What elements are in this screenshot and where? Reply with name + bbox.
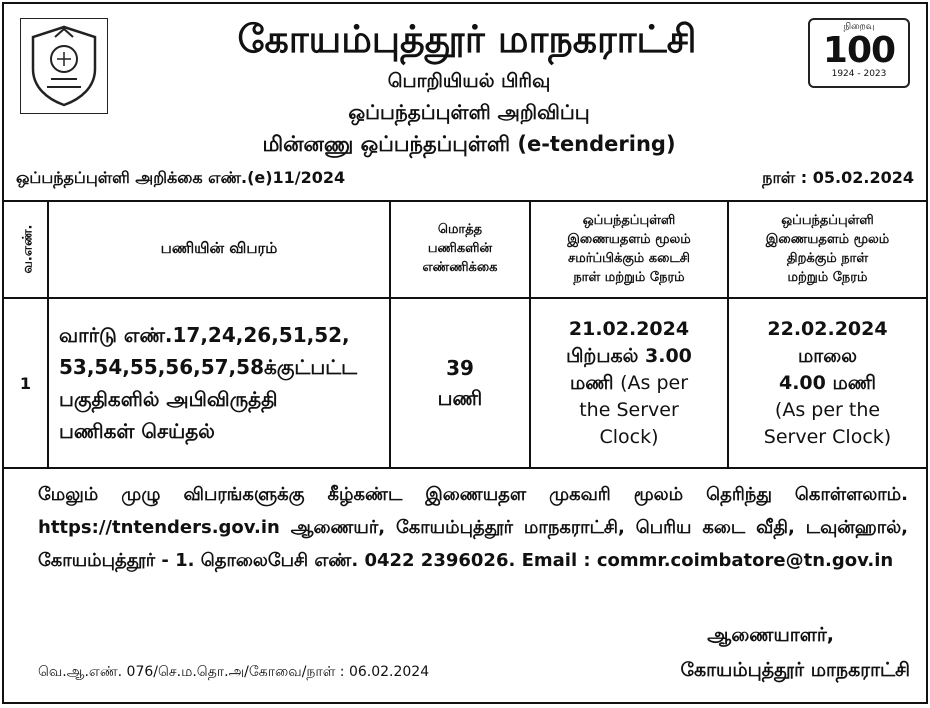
col-header-sno: வ.எண். xyxy=(4,200,48,298)
col-header-opening: ஒப்பந்தப்புள்ளி இணையதளம் மூலம் திறக்கும் நாள் மற்றும் நேரம் xyxy=(728,200,926,298)
col-header-submission: ஒப்பந்தப்புள்ளி இணையதளம் மூலம் சமர்ப்பிக்கும் கடைசி நாள் மற்றும் நேரம் xyxy=(530,200,728,298)
reference-line xyxy=(16,168,914,189)
col-header-description: பணியின் விபரம் xyxy=(48,200,390,298)
centenary-badge xyxy=(808,18,910,88)
table-header-row xyxy=(4,200,926,298)
emblem-icon xyxy=(25,23,103,109)
row-sno: 1 xyxy=(4,298,48,468)
tender-notice xyxy=(2,2,928,704)
corporation-emblem xyxy=(20,18,108,114)
row-count: 39 பணி xyxy=(390,298,530,468)
notice-date: நாள் : 05.02.2024 xyxy=(762,168,914,187)
row-description: வார்டு எண்.17,24,26,51,52, 53,54,55,56,57,58க்குட்பட்ட பகுதிகளில் அபிவிருத்தி பணிகள் செய்தல் xyxy=(48,298,390,468)
row-submission-deadline: 21.02.2024 பிற்பகல் 3.00 மணி (As per the Server Clock) xyxy=(530,298,728,468)
notice-body: மேலும் முழு விபரங்களுக்கு கீழ்கண்ட இணையதள முகவரி மூலம் தெரிந்து கொள்ளலாம். https://tntenders.gov.in ஆணையர், கோயம்புத்தூர் மாநகராட்சி, பெரிய கடை வீதி, டவுன்ஹால், கோயம்புத்தூர் - 1. தொலைபேசி எண். 0422 2396026. Email : commr.coimbatore@tn.gov.in xyxy=(38,484,908,571)
badge-top-text: நிறைவு xyxy=(843,22,875,32)
reference-number: ஒப்பந்தப்புள்ளி அறிக்கை எண்.(e)11/2024 xyxy=(16,168,346,187)
col-header-count: மொத்த பணிகளின் எண்ணிக்கை xyxy=(390,200,530,298)
tender-table xyxy=(4,200,926,469)
department-name: பொறியியல் பிரிவு xyxy=(387,70,551,92)
footer-reference: வெ.ஆ.எண். 076/செ.ம.தொ.அ/கோவை/நாள் : 06.02.2024 xyxy=(38,664,430,680)
signoff-organization: கோயம்புத்தூர் மாநகராட்சி xyxy=(680,659,910,681)
table-row xyxy=(4,298,926,468)
notice-type: ஒப்பந்தப்புள்ளி அறிவிப்பு xyxy=(348,100,590,124)
badge-years: 1924 - 2023 xyxy=(831,69,887,79)
page-title: கோயம்புத்தூர் மாநகராட்சி xyxy=(237,17,697,61)
row-opening-date: 22.02.2024 மாலை 4.00 மணி (As per the Server Clock) xyxy=(728,298,926,468)
signoff-title: ஆணையாளர், xyxy=(707,624,834,646)
tender-type: மின்னணு ஒப்பந்தப்புள்ளி (e-tendering) xyxy=(262,132,676,156)
notice-header xyxy=(4,4,926,202)
badge-number: 100 xyxy=(822,30,896,71)
